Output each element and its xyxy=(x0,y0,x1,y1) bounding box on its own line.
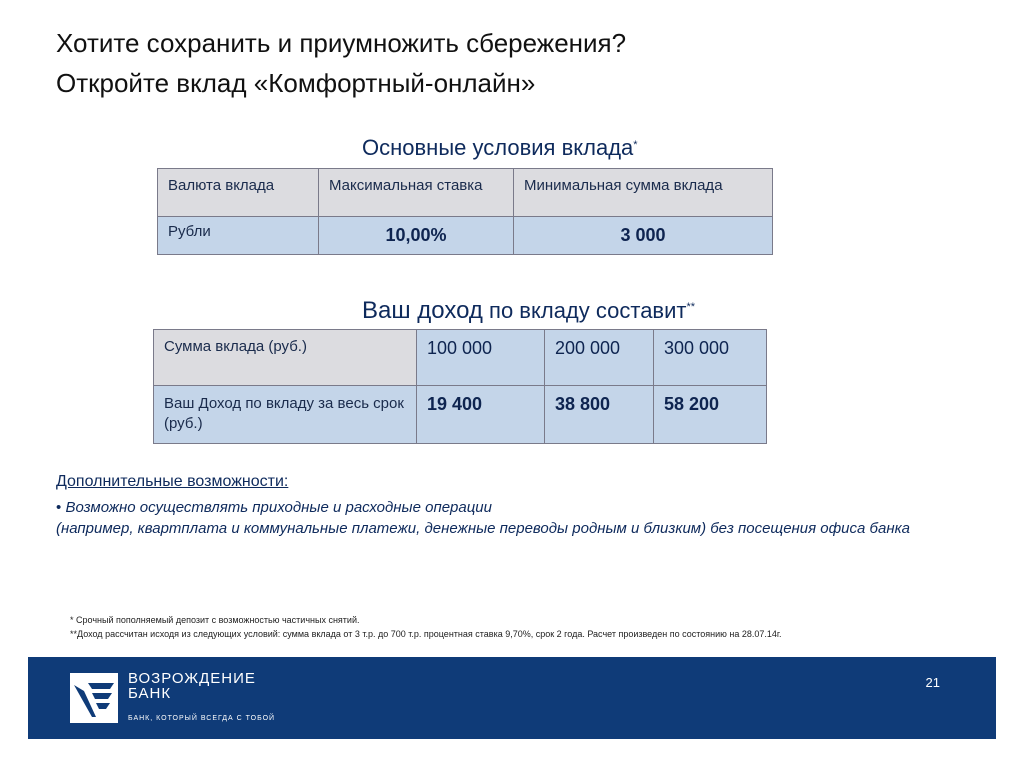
conditions-header-rate: Максимальная ставка xyxy=(319,169,514,217)
conditions-footnote-marker: * xyxy=(633,139,638,151)
conditions-title xyxy=(362,135,638,161)
conditions-currency-value: Рубли xyxy=(158,217,319,255)
income-deposit-row xyxy=(154,330,767,386)
footer-bar xyxy=(28,657,996,739)
headline-line-2: Откройте вклад «Комфортный-онлайн» xyxy=(56,68,536,98)
income-footnote-marker: ** xyxy=(686,301,696,313)
bank-logo-icon xyxy=(70,673,118,723)
income-deposit-200k: 200 000 xyxy=(545,330,654,386)
headline-line-1: Хотите сохранить и приумножить сбережения? xyxy=(56,28,627,58)
bank-name-line-2: БАНК xyxy=(128,685,172,702)
extra-line-1: Возможно осуществлять приходные и расходные операции xyxy=(65,499,492,516)
conditions-header-currency: Валюта вклада xyxy=(158,169,319,217)
conditions-min-sum-value: 3 000 xyxy=(514,217,773,255)
page-number: 21 xyxy=(925,675,940,690)
bank-name xyxy=(128,671,256,701)
conditions-rate-value: 10,00% xyxy=(319,217,514,255)
extra-line-2: (например, квартплата и коммунальные платежи, денежные переводы родным и близким) без посещения офиса банка xyxy=(56,520,910,537)
conditions-value-row xyxy=(158,217,773,255)
income-return-label: Ваш Доход по вкладу за весь срок (руб.) xyxy=(154,386,417,444)
conditions-header-min-sum: Минимальная сумма вклада xyxy=(514,169,773,217)
extra-bullet: • xyxy=(56,499,62,516)
extra-description xyxy=(56,497,956,539)
income-deposit-300k: 300 000 xyxy=(654,330,767,386)
conditions-header-row xyxy=(158,169,773,217)
income-return-100k: 19 400 xyxy=(417,386,545,444)
income-deposit-label: Сумма вклада (руб.) xyxy=(154,330,417,386)
footnote-1: * Срочный пополняемый депозит с возможностью частичных снятий. xyxy=(70,615,360,625)
income-title-rest: по вкладу составит xyxy=(482,298,687,323)
bank-slogan: БАНК, КОТОРЫЙ ВСЕГДА С ТОБОЙ xyxy=(128,715,276,722)
income-deposit-100k: 100 000 xyxy=(417,330,545,386)
income-return-200k: 38 800 xyxy=(545,386,654,444)
income-title-main: Ваш доход xyxy=(362,297,483,324)
extra-heading: Дополнительные возможности: xyxy=(56,473,289,490)
income-return-300k: 58 200 xyxy=(654,386,767,444)
income-title xyxy=(362,297,695,325)
bank-name-line-1: ВОЗРОЖДЕНИЕ xyxy=(128,670,256,687)
conditions-table xyxy=(157,168,773,255)
footnote-2: **Доход рассчитан исходя из следующих условий: сумма вклада от 3 т.р. до 700 т.р. процентная ставка 9,70%, срок 2 года. Расчет произведен по состоянию на 28.07.14г. xyxy=(70,629,782,639)
income-table xyxy=(153,329,767,444)
conditions-title-text: Основные условия вклада xyxy=(362,135,634,160)
income-return-row xyxy=(154,386,767,444)
